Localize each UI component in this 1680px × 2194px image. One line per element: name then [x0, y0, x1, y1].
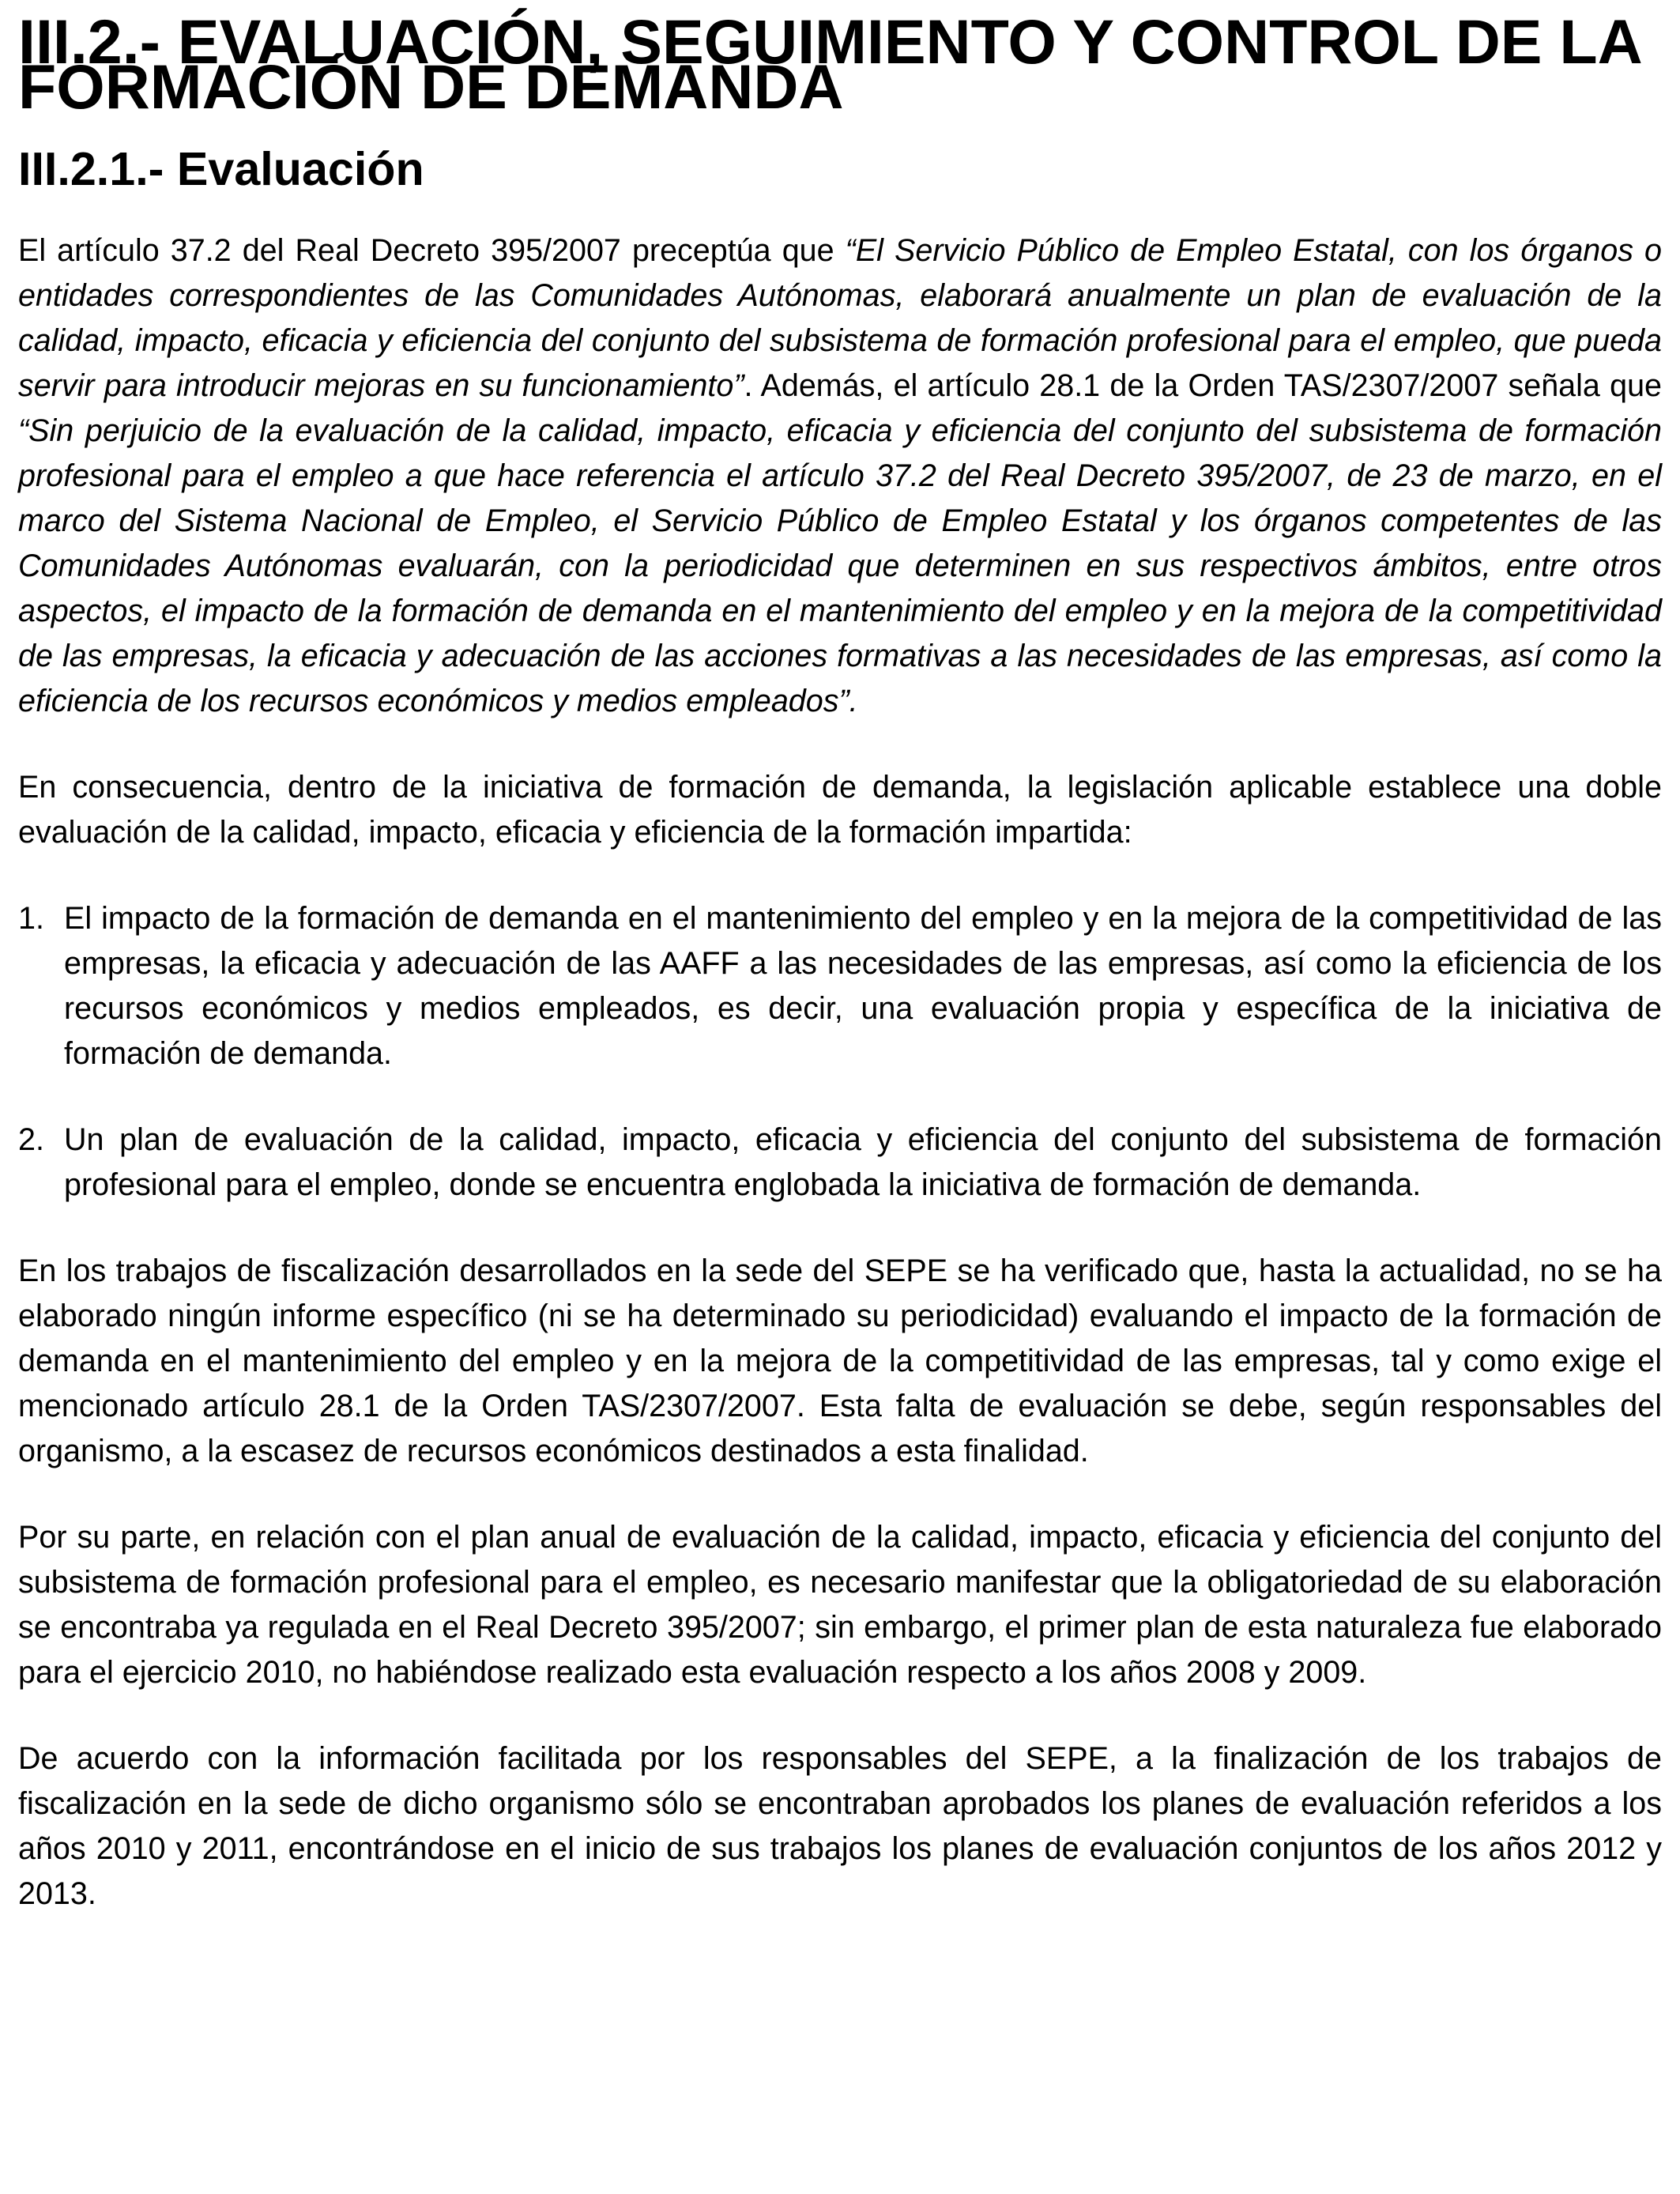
evaluation-list [18, 896, 1662, 1208]
paragraph-2: En consecuencia, dentro de la iniciativa de formación de demanda, la legislación aplicable establece una doble evaluación de la calidad, impacto, eficacia y eficiencia de la formación impartida: [18, 770, 1662, 850]
subsection-title: III.2.1.- Evaluación [18, 142, 424, 195]
paragraph-1-quote-b: “Sin perjuicio de la evaluación de la calidad, impacto, eficacia y eficiencia del conjunto del subsistema de formación profesional para el empleo a que hace referencia el artículo 37.2 del Real Decreto 395/2007, de 23 de marzo, en el marco del Sistema Nacional de Empleo, el Servicio Público de Empleo Estatal y los órganos competentes de las Comunidades Autónomas evaluarán, con la periodicidad que determinen en sus respectivos ámbitos, entre otros aspectos, el impacto de la formación de demanda en el mantenimiento del empleo y en la mejora de la competitividad de las empresas, la eficacia y adecuación de las acciones formativas a las necesidades de las empresas, así como la eficiencia de los recursos económicos y medios empleados”. [18, 413, 1662, 718]
paragraph-3: En los trabajos de fiscalización desarrollados en la sede del SEPE se ha verificado que, hasta la actualidad, no se ha elaborado ningún informe específico (ni se ha determinado su periodicidad) evaluando el impacto de la formación de demanda en el mantenimiento del empleo y en la mejora de la competitividad de las empresas, tal y como exige el mencionado artículo 28.1 de la Orden TAS/2307/2007. Esta falta de evaluación se debe, según responsables del organismo, a la escasez de recursos económicos destinados a esta finalidad. [18, 1253, 1662, 1468]
list-item [18, 1118, 1662, 1208]
list-item-number: 1. [18, 901, 44, 936]
section-title: III.2.- EVALUACIÓN, SEGUIMIENTO Y CONTROL DE LA FORMACIÓN DE DEMANDA [18, 6, 1640, 122]
paragraph-1-text-b: . Además, el artículo 28.1 de la Orden TAS/2307/2007 señala que [744, 368, 1663, 403]
paragraph-5: De acuerdo con la información facilitada por los responsables del SEPE, a la finalización de los trabajos de fiscalización en la sede de dicho organismo sólo se encontraban aprobados los planes de evaluación referidos a los años 2010 y 2011, encontrándose en el inicio de sus trabajos los planes de evaluación conjuntos de los años 2012 y 2013. [18, 1741, 1662, 1911]
list-item-number: 2. [18, 1122, 44, 1157]
list-item-text: El impacto de la formación de demanda en el mantenimiento del empleo y en la mejora de la competitividad de las empresas, la eficacia y adecuación de las AAFF a las necesidades de las empresas, así como la eficiencia de los recursos económicos y medios empleados, es decir, una evaluación propia y específica de la iniciativa de formación de demanda. [64, 901, 1662, 1071]
paragraph-4: Por su parte, en relación con el plan anual de evaluación de la calidad, impacto, eficacia y eficiencia del conjunto del subsistema de formación profesional para el empleo, es necesario manifestar que la obligatoriedad de su elaboración se encontraba ya regulada en el Real Decreto 395/2007; sin embargo, el primer plan de esta naturaleza fue elaborado para el ejercicio 2010, no habiéndose realizado esta evaluación respecto a los años 2008 y 2009. [18, 1520, 1662, 1690]
paragraph-1-quote-a: “El Servicio Público de Empleo Estatal, con los órganos o entidades correspondientes de las Comunidades Autónomas, elaborará anualmente un plan de evaluación de la calidad, impacto, eficacia y eficiencia del conjunto del subsistema de formación profesional para el empleo, que pueda servir para introducir mejoras en su funcionamiento” [18, 233, 1663, 403]
paragraph-1 [18, 228, 1662, 724]
document-page [18, 6, 1663, 1917]
list-item-text: Un plan de evaluación de la calidad, impacto, eficacia y eficiencia del conjunto del subsistema de formación profesional para el empleo, donde se encuentra englobada la iniciativa de formación de demanda. [64, 1122, 1662, 1202]
list-item [18, 896, 1662, 1076]
paragraph-1-text-a: El artículo 37.2 del Real Decreto 395/2007 preceptúa que [18, 233, 846, 268]
